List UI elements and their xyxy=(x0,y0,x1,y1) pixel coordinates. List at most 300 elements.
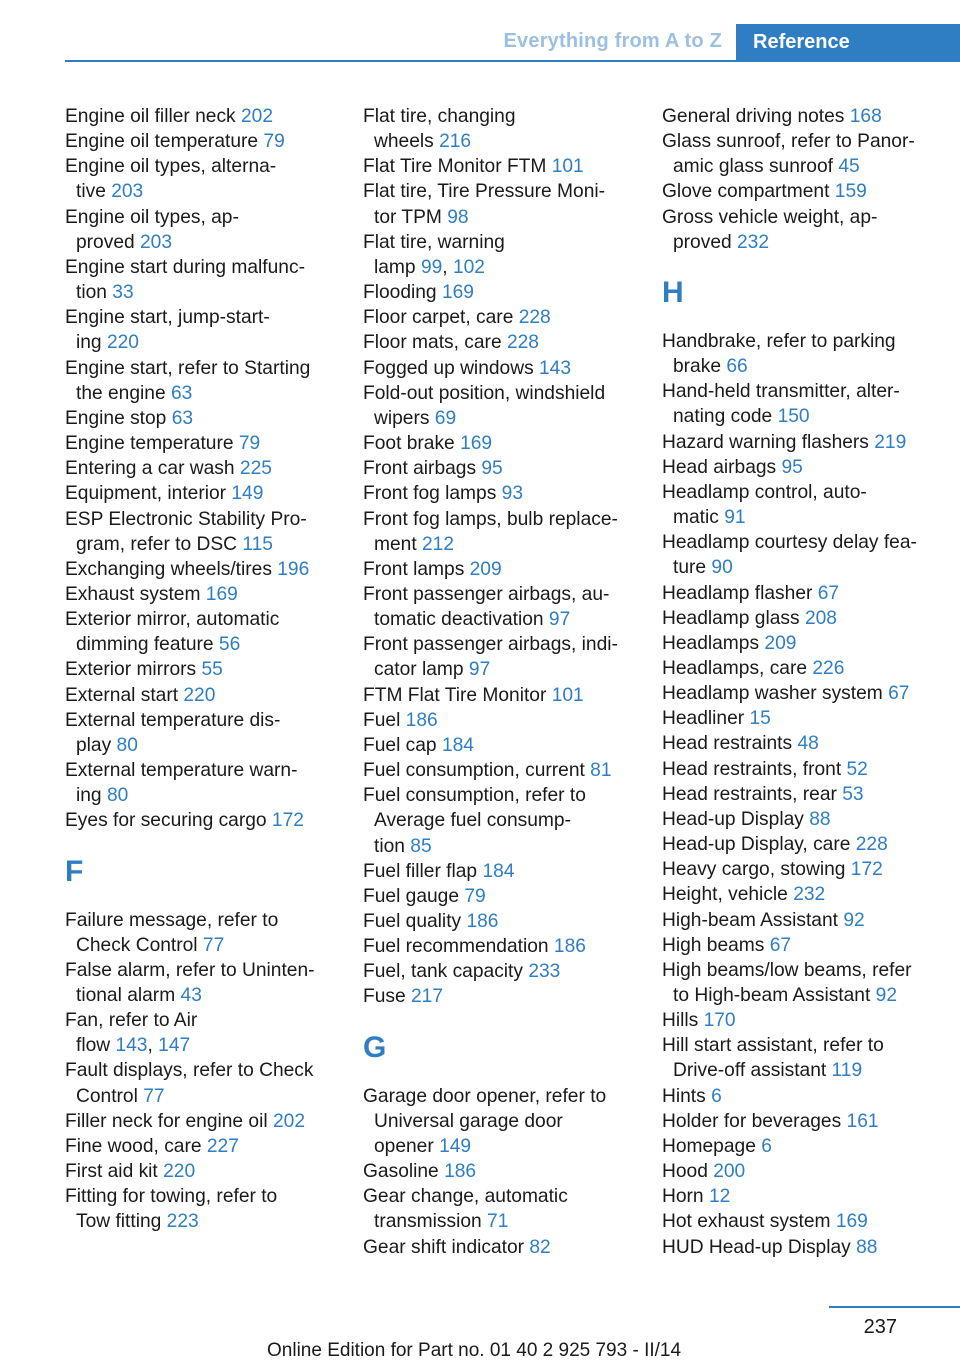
page-reference-link[interactable]: 66 xyxy=(726,356,748,378)
index-entry xyxy=(363,1184,633,1234)
index-entry-term: dimming feature xyxy=(76,634,214,656)
page-reference-link[interactable]: 79 xyxy=(263,131,285,153)
page-reference-link[interactable]: 186 xyxy=(466,911,499,932)
index-entry-term: Exchanging wheels/tires xyxy=(65,558,272,580)
page-reference-link[interactable]: 71 xyxy=(487,1211,509,1233)
index-entry xyxy=(662,455,932,480)
page-reference-link[interactable]: 98 xyxy=(447,206,469,228)
page-reference-link[interactable]: 33 xyxy=(112,282,134,304)
index-entry xyxy=(65,557,335,582)
page-reference-link[interactable]: 90 xyxy=(711,557,733,579)
index-entry-term: Exterior mirror, automatic xyxy=(65,609,280,631)
page-reference-link[interactable]: 168 xyxy=(849,106,882,127)
index-entry xyxy=(65,808,335,833)
index-entry xyxy=(65,129,335,154)
index-entry xyxy=(662,1008,932,1033)
index-entry-term: Fan, refer to Air xyxy=(65,1010,198,1032)
index-entry xyxy=(662,581,932,606)
page-reference-link[interactable]: 79 xyxy=(464,885,486,907)
index-entry-term: Fuse xyxy=(363,986,406,1008)
index-entry xyxy=(662,129,932,179)
footer-divider xyxy=(829,1306,960,1308)
index-entry xyxy=(662,1084,932,1109)
page-reference-link[interactable]: 102 xyxy=(452,256,485,278)
index-entry xyxy=(662,731,932,756)
index-entry xyxy=(662,757,932,782)
index-entry-term: High-beam Assistant xyxy=(662,909,838,931)
index-entry-term: Gasoline xyxy=(363,1161,439,1183)
index-entry xyxy=(662,104,932,129)
index-entry-term: Hill start assistant, refer to xyxy=(662,1035,884,1057)
index-entry-term: Headlamp control, auto- xyxy=(662,481,867,503)
index-entry xyxy=(363,1159,633,1184)
index-entry xyxy=(662,958,932,1008)
page-reference-link[interactable]: 223 xyxy=(166,1211,199,1233)
index-entry-term: Fitting for towing, refer to xyxy=(65,1186,278,1208)
page-reference-link[interactable]: 93 xyxy=(501,483,523,505)
index-entry xyxy=(65,657,335,682)
index-entry-term: Foot brake xyxy=(363,433,455,455)
index-entry-term: Fuel cap xyxy=(363,734,437,756)
page-reference-link[interactable]: 81 xyxy=(590,760,612,782)
index-entry xyxy=(363,104,633,154)
page-reference-link[interactable]: 172 xyxy=(850,859,883,881)
index-entry-term: False alarm, refer to Uninten- xyxy=(65,959,315,981)
index-entry-term: ment xyxy=(374,533,417,555)
page-reference-link[interactable]: 67 xyxy=(888,683,910,705)
page-reference-link[interactable]: 169 xyxy=(460,433,493,455)
page-reference-link[interactable]: 202 xyxy=(241,106,274,127)
page-reference-link[interactable]: 186 xyxy=(444,1161,477,1183)
index-entry xyxy=(363,632,633,682)
page-reference-link[interactable]: 227 xyxy=(206,1135,239,1157)
page-reference-link[interactable]: 172 xyxy=(271,810,304,832)
page-reference-link[interactable]: 200 xyxy=(713,1161,746,1183)
index-entry-term: ing xyxy=(76,785,102,807)
index-entry xyxy=(363,456,633,481)
page-reference-link[interactable]: 48 xyxy=(797,733,819,755)
index-entry-term: External temperature warn- xyxy=(65,760,298,782)
index-entry-term: Gross vehicle weight, ap- xyxy=(662,206,878,228)
index-entry-term: Hills xyxy=(662,1010,699,1032)
index-entry xyxy=(363,481,633,506)
index-entry-term: Tow fitting xyxy=(76,1211,162,1233)
page-reference-link[interactable]: 149 xyxy=(439,1135,472,1157)
index-entry xyxy=(662,1209,932,1234)
index-entry-term: Head-up Display xyxy=(662,808,804,830)
index-entry xyxy=(662,430,932,455)
index-column-1 xyxy=(65,104,335,1235)
index-entry-term: Height, vehicle xyxy=(662,884,788,906)
index-entry xyxy=(65,154,335,204)
page-reference-link[interactable]: 45 xyxy=(838,156,860,178)
index-entry-term: Head airbags xyxy=(662,456,777,478)
edition-note: Online Edition for Part no. 01 40 2 925 793 - II/14 xyxy=(267,1340,682,1361)
index-entry-term: Engine oil filler neck xyxy=(65,106,236,127)
page-reference-link[interactable]: 77 xyxy=(143,1085,165,1107)
page-reference-link[interactable]: 82 xyxy=(529,1236,551,1258)
page-reference-link[interactable]: 91 xyxy=(724,507,746,529)
index-entry xyxy=(363,1084,633,1159)
index-entry-term: Eyes for securing cargo xyxy=(65,810,267,832)
index-entry xyxy=(662,1033,932,1083)
index-entry-term: High beams/low beams, refer xyxy=(662,959,912,981)
index-entry-term: Flat tire, changing xyxy=(363,106,516,127)
index-entry xyxy=(65,758,335,808)
page-reference-link[interactable]: 208 xyxy=(804,607,837,629)
index-entry-term: play xyxy=(76,734,112,756)
index-entry-term: Engine oil types, alterna- xyxy=(65,156,277,178)
index-entry-term: Headliner xyxy=(662,708,745,730)
index-entry-term: Engine start, jump-start- xyxy=(65,307,270,329)
index-entry xyxy=(662,1109,932,1134)
index-entry-term: Fine wood, care xyxy=(65,1135,202,1157)
index-entry xyxy=(363,884,633,909)
page-reference-link[interactable]: 186 xyxy=(553,936,586,958)
index-entry-term: Equipment, interior xyxy=(65,483,227,505)
index-entry-term: ing xyxy=(76,332,102,354)
page-reference-link[interactable]: 95 xyxy=(481,458,503,480)
index-entry: Fan, refer to Air flow 143, 147 xyxy=(65,1010,198,1057)
index-entry-term: Floor mats, care xyxy=(363,332,502,354)
page-reference-link[interactable]: 232 xyxy=(793,884,826,906)
index-entry-term: Hazard warning flashers xyxy=(662,431,869,453)
index-entry-term: tion xyxy=(374,835,405,857)
page-reference-link[interactable]: 67 xyxy=(769,934,792,956)
index-column-2 xyxy=(363,104,633,1260)
index-entry-term: Head restraints, rear xyxy=(662,783,837,805)
index-entry-term: Engine start during malfunc- xyxy=(65,256,305,278)
page-reference-link[interactable]: 212 xyxy=(422,533,455,555)
index-entry xyxy=(662,656,932,681)
page-reference-link[interactable]: 88 xyxy=(856,1236,878,1258)
index-entry-term: Flat tire, Tire Pressure Moni- xyxy=(363,181,606,203)
index-entry xyxy=(363,507,633,557)
index-entry xyxy=(363,733,633,758)
index-entry-term: High beams xyxy=(662,934,765,956)
index-entry xyxy=(363,859,633,884)
page-reference-link[interactable]: 226 xyxy=(812,657,845,679)
page-reference-link[interactable]: 97 xyxy=(468,659,491,681)
index-entry xyxy=(363,708,633,733)
page-reference-link[interactable]: 184 xyxy=(482,860,515,882)
index-entry xyxy=(662,179,932,204)
section-letter-g: G xyxy=(363,1030,387,1064)
index-entry-term: Fault displays, refer to Check xyxy=(65,1060,314,1082)
page-reference-link[interactable]: 43 xyxy=(180,985,202,1006)
page-reference-link[interactable]: 169 xyxy=(835,1211,868,1233)
index-entry-term: ESP Electronic Stability Pro- xyxy=(65,508,307,530)
page-reference-link[interactable]: 6 xyxy=(711,1085,722,1107)
page-reference-link[interactable]: 52 xyxy=(846,758,868,780)
page-reference-link[interactable]: 184 xyxy=(441,734,474,756)
page-reference-link[interactable]: 143 xyxy=(115,1035,148,1057)
index-entry xyxy=(662,908,932,933)
index-entry-term: Hand-held transmitter, alter- xyxy=(662,381,900,403)
page-reference-link[interactable]: 63 xyxy=(170,382,193,404)
index-entry xyxy=(65,1058,335,1108)
index-entry-term: proved xyxy=(76,231,135,253)
index-entry-term: Exterior mirrors xyxy=(65,659,197,681)
page-reference-link[interactable]: 69 xyxy=(434,407,457,429)
index-entry xyxy=(363,683,633,708)
page-number: 237 xyxy=(863,1316,897,1338)
page-reference-link[interactable]: 92 xyxy=(875,985,897,1006)
page-reference-link[interactable]: 115 xyxy=(242,533,273,555)
index-entry-term: Fuel xyxy=(363,709,401,731)
index-entry xyxy=(662,681,932,706)
index-entry-term: Fuel filler flap xyxy=(363,860,478,882)
index-entry-term: Flooding xyxy=(363,282,437,304)
index-entry-term: Garage door opener, refer to xyxy=(363,1085,607,1107)
page-reference-link[interactable]: 228 xyxy=(506,332,539,354)
page-reference-link[interactable]: 203 xyxy=(111,181,144,203)
index-entry: Flat tire, warning lamp 99, 102 xyxy=(363,231,505,278)
index-entry-term: Flat Tire Monitor FTM xyxy=(363,156,547,178)
index-entry-term: Check Control xyxy=(76,934,198,956)
index-entry-term: HUD Head-up Display xyxy=(662,1236,851,1258)
page-reference-link[interactable]: 92 xyxy=(843,909,865,931)
page-reference-link[interactable]: 55 xyxy=(201,659,223,681)
index-entry xyxy=(662,706,932,731)
index-entry-term: Control xyxy=(76,1085,138,1107)
section-letter-h: H xyxy=(662,275,684,309)
index-entry xyxy=(65,356,335,406)
page-reference-link[interactable]: 228 xyxy=(855,834,888,856)
index-entry xyxy=(363,984,633,1009)
index-entry-term: Headlamp washer system xyxy=(662,683,883,705)
page-reference-link[interactable]: 232 xyxy=(737,231,770,253)
index-entry-term: Front fog lamps xyxy=(363,483,497,505)
index-entry-term: Front airbags xyxy=(363,458,477,480)
index-entry-term: proved xyxy=(673,231,732,253)
index-entry-term: First aid kit xyxy=(65,1161,158,1183)
index-entry-term: External temperature dis- xyxy=(65,709,281,731)
page-reference-link[interactable]: 101 xyxy=(551,684,584,706)
index-entry-term: lamp xyxy=(374,256,416,278)
index-entry-term: amic glass sunroof xyxy=(673,156,833,178)
index-entry-term: transmission xyxy=(374,1211,482,1233)
page-reference-link[interactable]: 233 xyxy=(528,961,561,983)
index-entry-term: Fogged up windows xyxy=(363,357,534,379)
index-entry-term: Filler neck for engine oil xyxy=(65,1110,268,1132)
index-entry-term: flow xyxy=(76,1035,111,1057)
page-reference-link[interactable]: 202 xyxy=(272,1110,305,1132)
index-entry xyxy=(662,480,932,530)
page-reference-link[interactable]: 169 xyxy=(441,282,474,304)
index-entry-term: nating code xyxy=(673,406,773,428)
index-entry xyxy=(662,329,932,379)
index-entry-term: Headlamps, care xyxy=(662,657,808,679)
page-reference-link[interactable]: 12 xyxy=(708,1186,731,1208)
header-divider xyxy=(65,60,960,62)
index-entry-term: Horn xyxy=(662,1186,704,1208)
page-reference-link[interactable]: 220 xyxy=(163,1161,196,1183)
page-reference-link[interactable]: 97 xyxy=(548,609,571,631)
page-reference-link[interactable]: 203 xyxy=(140,231,173,253)
page-reference-link[interactable]: 99 xyxy=(420,256,443,278)
index-entry xyxy=(363,758,633,783)
index-entry-term: tomatic deactivation xyxy=(374,609,544,631)
page-reference-link[interactable]: 220 xyxy=(183,684,216,706)
index-entry xyxy=(662,782,932,807)
index-entry xyxy=(65,205,335,255)
page-reference-link[interactable]: 101 xyxy=(551,156,584,178)
index-entry-term: tion xyxy=(76,282,107,304)
index-entry-term: Glove compartment xyxy=(662,181,830,203)
index-entry xyxy=(662,807,932,832)
page-reference-link[interactable]: 228 xyxy=(518,307,551,329)
index-entry-term: Average fuel consump- xyxy=(374,810,571,832)
index-entry xyxy=(662,606,932,631)
page-reference-link[interactable]: 186 xyxy=(405,709,438,731)
index-entry xyxy=(65,406,335,431)
index-entry xyxy=(65,708,335,758)
page-reference-link[interactable]: 80 xyxy=(116,734,138,756)
index-entry-term: Fuel quality xyxy=(363,911,462,932)
page-reference-link[interactable]: 85 xyxy=(410,835,432,857)
index-entry-term: Head-up Display, care xyxy=(662,834,851,856)
index-entry-term: Head restraints, front xyxy=(662,758,842,780)
page-reference-link[interactable]: 53 xyxy=(842,783,864,805)
index-entry xyxy=(363,330,633,355)
index-entry xyxy=(65,255,335,305)
index-entry-term: Engine oil temperature xyxy=(65,131,259,153)
index-entry xyxy=(662,530,932,580)
index-entry xyxy=(363,179,633,229)
page-reference-link[interactable]: 159 xyxy=(834,181,867,203)
index-entry xyxy=(65,958,335,1008)
index-entry-term: Headlamp courtesy delay fea- xyxy=(662,532,917,554)
page-reference-link[interactable]: 6 xyxy=(761,1135,772,1157)
index-entry xyxy=(363,783,633,858)
index-entry-term: tor TPM xyxy=(374,206,442,228)
index-entry-term: opener xyxy=(374,1135,434,1157)
page-reference-link[interactable]: 79 xyxy=(238,433,261,455)
page-reference-link[interactable]: 217 xyxy=(411,986,444,1008)
index-entry xyxy=(363,582,633,632)
index-entry-term: Fuel recommendation xyxy=(363,936,549,958)
page-reference-link[interactable]: 216 xyxy=(439,131,472,153)
index-entry-term: matic xyxy=(673,507,719,529)
index-entry-term: Hot exhaust system xyxy=(662,1211,831,1233)
page-reference-link[interactable]: 80 xyxy=(106,785,129,807)
index-entry xyxy=(662,832,932,857)
index-entry-term: Head restraints xyxy=(662,733,793,755)
index-entry xyxy=(65,1109,335,1134)
index-entry xyxy=(65,431,335,456)
index-entry-term: Fuel consumption, current xyxy=(363,760,585,782)
index-entry-term: Gear change, automatic xyxy=(363,1186,568,1208)
index-entry-term: Engine oil types, ap- xyxy=(65,206,239,228)
index-entry xyxy=(65,1134,335,1159)
index-entry-term: Holder for beverages xyxy=(662,1110,842,1132)
index-entry-term: Gear shift indicator xyxy=(363,1236,525,1258)
index-entry-term: Front fog lamps, bulb replace- xyxy=(363,508,618,530)
page-reference-link[interactable]: 67 xyxy=(817,582,840,604)
index-entry-term: Heavy cargo, stowing xyxy=(662,859,846,881)
page-reference-link[interactable]: 209 xyxy=(764,632,797,654)
page-reference-link[interactable]: 88 xyxy=(809,808,831,830)
index-entry-term: gram, refer to DSC xyxy=(76,533,238,555)
page-reference-link[interactable]: 219 xyxy=(874,431,907,453)
index-entry-term: to High-beam Assistant xyxy=(673,985,871,1006)
page-reference-link[interactable]: 147 xyxy=(158,1035,191,1057)
page-reference-link[interactable]: 77 xyxy=(202,934,225,956)
page-reference-link[interactable]: 63 xyxy=(171,407,194,429)
index-entry-term: Failure message, refer to xyxy=(65,909,279,931)
page-reference-link[interactable]: 225 xyxy=(239,458,272,480)
index-entry xyxy=(65,1184,335,1234)
index-entry-term: Glass sunroof, refer to Panor- xyxy=(662,131,915,153)
index-entry xyxy=(363,959,633,984)
index-entry xyxy=(363,154,633,179)
index-entry xyxy=(662,882,932,907)
index-entry xyxy=(65,305,335,355)
index-entry-term: FTM Flat Tire Monitor xyxy=(363,684,547,706)
index-entry xyxy=(662,205,932,255)
index-entry xyxy=(363,557,633,582)
index-entry-term: Headlamp glass xyxy=(662,607,800,629)
index-entry-term: Floor carpet, care xyxy=(363,307,514,329)
page-reference-link[interactable]: 220 xyxy=(106,332,139,354)
index-entry xyxy=(363,934,633,959)
index-entry xyxy=(662,857,932,882)
index-entry xyxy=(662,1235,932,1260)
index-entry-term: tive xyxy=(76,181,106,203)
index-entry xyxy=(662,379,932,429)
index-entry xyxy=(65,507,335,557)
page-reference-link[interactable]: 161 xyxy=(846,1110,879,1132)
page-reference-link[interactable]: 15 xyxy=(749,708,771,730)
page-reference-link[interactable]: 150 xyxy=(777,406,810,428)
index-entry-term: Homepage xyxy=(662,1135,756,1157)
index-entry-term: ture xyxy=(673,557,707,579)
index-entry-term: brake xyxy=(673,356,721,378)
index-entry-term: tional alarm xyxy=(76,985,176,1006)
index-entry-term: Fuel, tank capacity xyxy=(363,961,523,983)
index-entry-term: Entering a car wash xyxy=(65,458,235,480)
page-reference-link[interactable]: 209 xyxy=(469,558,502,580)
index-entry xyxy=(662,1134,932,1159)
page-reference-link[interactable]: 143 xyxy=(539,357,572,379)
page-reference-link[interactable]: 169 xyxy=(205,583,238,605)
index-entry-term: Engine start, refer to Starting xyxy=(65,357,311,379)
index-entry xyxy=(363,280,633,305)
index-entry-term: Fuel consumption, refer to xyxy=(363,785,586,807)
header-tab-reference: Reference xyxy=(736,24,960,61)
index-entry-term: Hood xyxy=(662,1161,708,1183)
page-reference-link[interactable]: 196 xyxy=(277,558,310,580)
index-entry xyxy=(65,456,335,481)
index-column-3 xyxy=(662,104,932,1260)
page-reference-link[interactable]: 95 xyxy=(781,456,803,478)
page-reference-link[interactable]: 170 xyxy=(703,1010,736,1032)
index-entry-term: Fold-out position, windshield xyxy=(363,382,606,404)
index-entry-term: wipers xyxy=(374,407,430,429)
index-entry xyxy=(662,933,932,958)
index-entry-term: Universal garage door xyxy=(374,1110,563,1132)
index-entry xyxy=(65,582,335,607)
page-reference-link[interactable]: 149 xyxy=(231,483,264,505)
index-entry xyxy=(65,683,335,708)
index-entry-term: General driving notes xyxy=(662,106,845,127)
page-reference-link[interactable]: 56 xyxy=(218,634,241,656)
index-entry xyxy=(662,631,932,656)
section-letter-f: F xyxy=(65,854,84,888)
index-entry xyxy=(363,909,633,934)
page-reference-link[interactable]: 119 xyxy=(831,1060,863,1082)
